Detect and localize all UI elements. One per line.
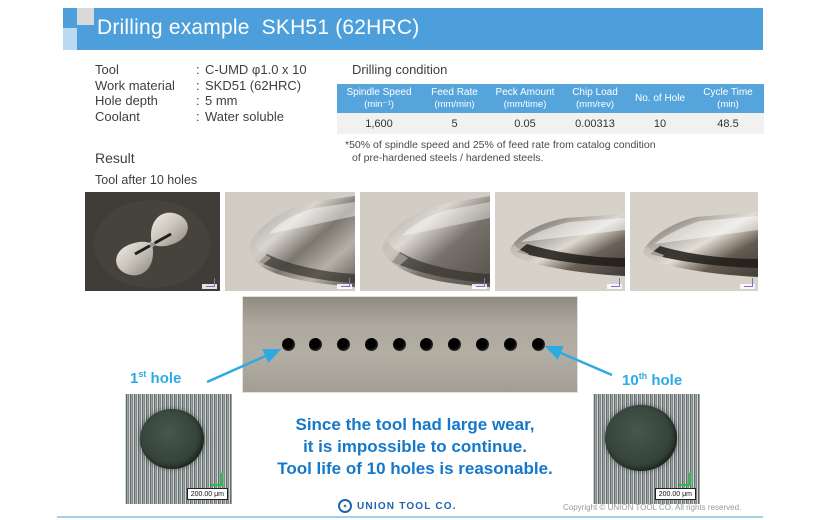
drill-hole-9: [504, 338, 517, 351]
scale-marker-icon: [744, 278, 753, 287]
value-feed-rate: 5: [421, 113, 488, 134]
value-chip-load: 0.00313: [562, 113, 628, 134]
value-cycle-time: 48.5: [692, 113, 764, 134]
drill-side-image-1: [225, 192, 355, 291]
spec-row-work-material: [95, 78, 307, 94]
tenth-hole-word: hole: [647, 372, 683, 389]
drill-side-photo-2: [360, 192, 490, 291]
condition-table: [337, 84, 764, 134]
first-hole-number: 1: [130, 370, 139, 387]
tenth-hole-ordinal: th: [638, 371, 648, 381]
spec-value: SKD51 (62HRC): [205, 77, 302, 93]
col-chip-load: Chip Load (mm/rev): [562, 84, 628, 113]
drill-hole-1: [282, 338, 295, 351]
scale-marker-icon: [476, 278, 485, 287]
value-spindle-speed: 1,600: [337, 113, 421, 134]
spec-separator: :: [196, 77, 200, 93]
spec-value: Water soluble: [205, 108, 284, 124]
condition-note-line1: *50% of spindle speed and 25% of feed rate from catalog condition: [345, 139, 656, 151]
first-hole-ordinal: st: [138, 369, 147, 379]
union-tool-logo-text: UNION TOOL CO.: [357, 500, 457, 512]
drill-hole-4: [365, 338, 378, 351]
value-no-of-hole: 10: [628, 113, 692, 134]
spec-row-tool: [95, 62, 307, 78]
scale-marker-icon: [341, 278, 350, 287]
drill-tip-top-photo: [85, 192, 220, 291]
hole-entrance-circle: [605, 405, 677, 471]
hole-row: [282, 338, 545, 351]
spec-label: Hole depth: [95, 93, 158, 108]
col-no-of-hole: No. of Hole: [628, 84, 692, 113]
micrograph-scale-icon: [679, 473, 691, 486]
conclusion-line1: Since the tool had large wear,: [295, 415, 535, 434]
page-title: Drilling example SKH51 (62HRC): [97, 16, 420, 39]
col-feed-rate: Feed Rate (mm/min): [421, 84, 488, 113]
drill-hole-10: [532, 338, 545, 351]
drill-hole-3: [337, 338, 350, 351]
spec-label: Tool: [95, 62, 119, 77]
header-deco-lightblue-square: [63, 28, 77, 50]
spec-list: [95, 62, 307, 124]
drill-side-photo-1: [225, 192, 355, 291]
drill-hole-2: [309, 338, 322, 351]
union-tool-logo-icon: [338, 499, 352, 513]
tenth-hole-micrograph: [593, 394, 700, 504]
result-heading: Result: [95, 150, 135, 166]
condition-note: [345, 139, 656, 165]
header-deco-blue-square: [63, 8, 77, 28]
spec-label: Coolant: [95, 108, 140, 124]
header-bar: [77, 8, 763, 50]
spec-separator: :: [196, 62, 200, 77]
conclusion-text: [240, 414, 590, 480]
drill-hole-5: [393, 338, 406, 351]
tenth-hole-label: [622, 371, 682, 389]
condition-note-line2: of pre-hardened steels / hardened steels.: [352, 152, 544, 164]
header-deco-gray-square: [77, 8, 94, 25]
union-tool-logo: [338, 499, 457, 513]
scale-marker-icon: [611, 278, 620, 287]
scale-marker-icon: [206, 278, 215, 287]
drill-hole-7: [448, 338, 461, 351]
hole-entrance-circle: [140, 409, 204, 469]
spec-separator: :: [196, 93, 200, 108]
col-peck-amount: Peck Amount (mm/time): [488, 84, 562, 113]
micrograph-scale-icon: [211, 473, 223, 486]
drill-side-image-4: [630, 192, 758, 291]
drill-side-image-2: [360, 192, 490, 291]
drill-side-image-3: [495, 192, 625, 291]
col-spindle-speed: Spindle Speed (min⁻¹): [337, 84, 421, 113]
drill-side-photo-4: [630, 192, 758, 291]
first-hole-label: [130, 369, 181, 387]
col-cycle-time: Cycle Time (min): [692, 84, 764, 113]
micrograph-scale-label: 200.00 μm: [187, 488, 228, 500]
drill-tip-top-image: [85, 192, 220, 291]
workpiece-holes-photo: [242, 296, 578, 393]
condition-value-row: [337, 113, 764, 134]
drill-hole-6: [420, 338, 433, 351]
footer-divider: [57, 516, 763, 518]
tool-after-label: Tool after 10 holes: [95, 173, 198, 187]
spec-label: Work material: [95, 77, 175, 93]
tenth-hole-number: 10: [622, 372, 639, 389]
value-peck-amount: 0.05: [488, 113, 562, 134]
spec-value: C-UMD φ1.0 x 10: [205, 62, 307, 77]
drill-side-photo-3: [495, 192, 625, 291]
spec-row-hole-depth: [95, 93, 307, 109]
drill-hole-8: [476, 338, 489, 351]
conclusion-line3: Tool life of 10 holes is reasonable.: [277, 459, 553, 478]
spec-separator: :: [196, 108, 200, 124]
condition-table-title: Drilling condition: [352, 62, 448, 77]
copyright-text: Copyright © UNION TOOL CO. All rights reserved.: [563, 503, 742, 512]
spec-row-coolant: [95, 109, 307, 125]
micrograph-scale-label: 200.00 μm: [655, 488, 696, 500]
first-hole-word: hole: [146, 370, 182, 387]
spec-value: 5 mm: [205, 93, 238, 108]
first-hole-micrograph: [125, 394, 232, 504]
condition-header-row: [337, 84, 764, 113]
conclusion-line2: it is impossible to continue.: [303, 437, 527, 456]
